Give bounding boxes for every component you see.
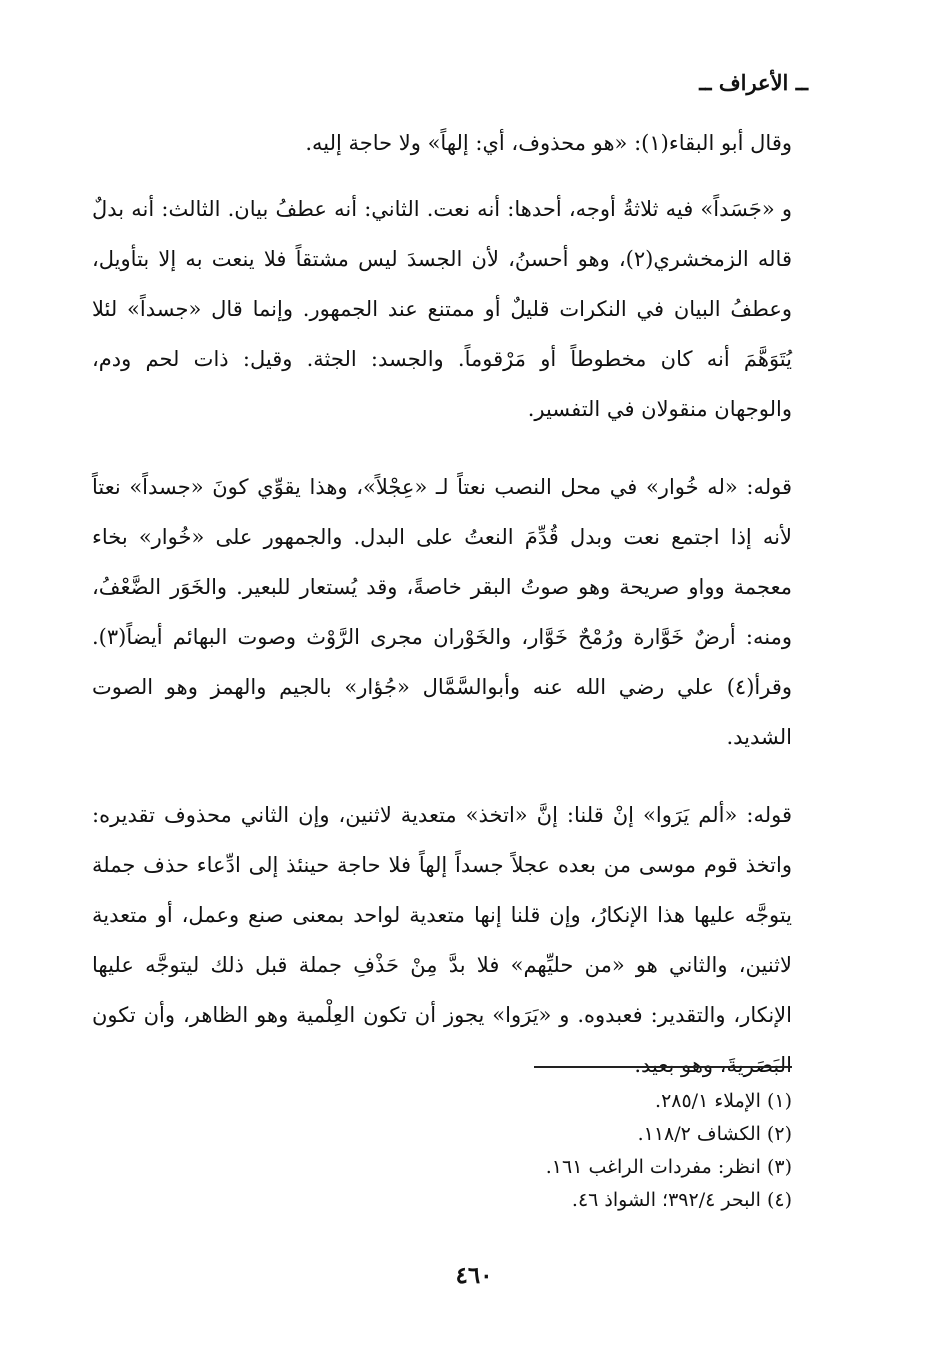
running-header: ــ الأعراف ــ (699, 70, 808, 95)
page-number: ٤٦٠ (455, 1262, 493, 1289)
paragraph-1: وقال أبو البقاء(١): «هو محذوف، أي: إلهاً» ولا حاجة إليه. (305, 131, 792, 155)
paragraph-3: قوله: «له خُوار» في محل النصب نعتاً لـ «عِجْلاً»، وهذا يقوِّي كونَ «جسداً» نعتاً لأنه إذا اجتمع نعت وبدل قُدِّمَ النعتُ على البدل. والجمهور على «خُوار» بخاء معجمة وواو صريحة وهو صوتُ البقر خاصةً، وقد يُستعار للبعير. والخَوَر الضَّعْفُ، ومنه: أرضٌ خَوَّارة ورُمْحٌ خَوَّار، والخَوْران مجرى الرَّوْث وصوت البهائم أيضاً(٣). وقرأ(٤) علي رضي الله عنه وأبوالسَّمَّال «جُؤار» بالجيم والهمز وهو الصوت الشديد. (92, 475, 792, 749)
paragraph-2: و «جَسَداً» فيه ثلاثةُ أوجه، أحدها: أنه نعت. الثاني: أنه عطفُ بيان. الثالث: أنه بدلٌ قاله الزمخشري(٢)، وهو أحسنُ، لأن الجسدَ ليس مشتقاً فلا ينعت به إلا بتأويل، وعطفُ البيان في النكرات قليلٌ أو ممتنع عند الجمهور. وإنما قال «جسداً» لئلا يُتَوَهَّمَ أنه كان مخطوطاً أو مَرْقوماً. والجسد: الجثة. وقيل: ذات لحم ودم، والوجهان منقولان في التفسير. (92, 197, 792, 421)
footnote-1: (١) الإملاء ٢٨٥/١. (655, 1090, 792, 1112)
footnote-4: (٤) البحر ٣٩٢/٤؛ الشواذ ٤٦. (571, 1189, 792, 1211)
footnotes (92, 1085, 792, 1217)
footnote-2: (٢) الكشاف ١١٨/٢. (637, 1123, 792, 1145)
paragraph-4: قوله: «ألم يَرَوا» إنْ قلنا: إنَّ «اتخذ» متعدية لاثنين، وإن الثاني محذوف تقديره: واتخذ قوم موسى من بعده عجلاً جسداً إلهاً فلا حاجة حينئذ إلى ادِّعاء حذف جملة يتوجَّه عليها هذا الإنكارُ، وإن قلنا إنها متعدية لواحد بمعنى صنع وعمل، أو متعدية لاثنين، والثاني هو «من حليِّهم» فلا بدَّ مِنْ حَذْفِ جملة قبل ذلك ليتوجَّه عليها الإنكار، والتقدير: فعبدوه. و «يَرَوا» يجوز أن تكون العِلْمية وهو الظاهر، وأن تكون البَصَريةَ، وهو بعيد. (92, 803, 792, 1077)
footnote-separator (534, 1066, 792, 1068)
main-text (92, 118, 792, 1090)
footnote-3: (٣) انظر: مفردات الراغب ١٦١. (545, 1156, 792, 1178)
